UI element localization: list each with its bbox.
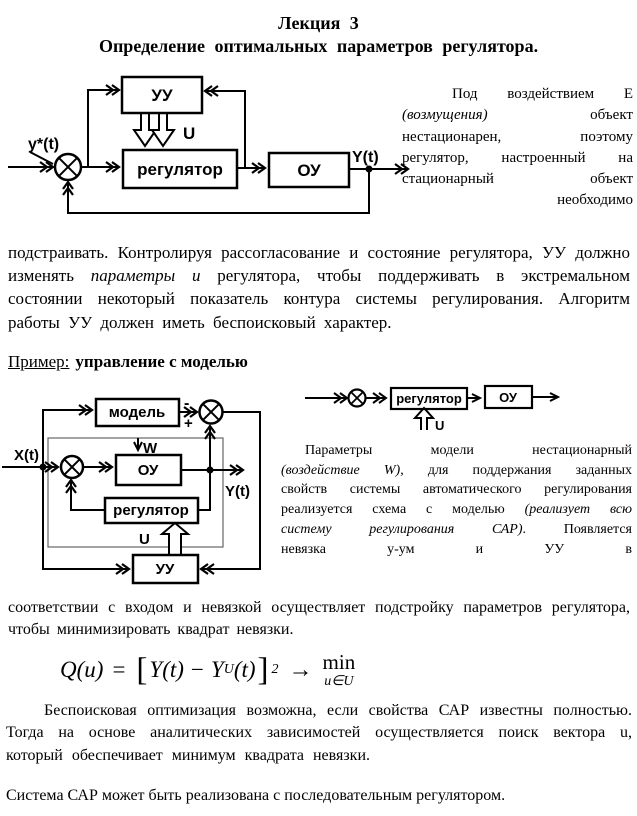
formula-term2-args: (t) <box>233 657 256 682</box>
paragraph-searchless: Беспоисковая оптимизация возможна, если свойства САР известны полностью. Тогда на основе аналитических зависимостей осуществляется поиск вектора u, который обеспечивает минимум квадрата невязки. <box>6 702 632 764</box>
text-run-italic: (реализует всю систему регулирования САР) <box>281 502 632 537</box>
u-hollow-arrow <box>415 408 433 430</box>
example-heading <box>8 352 248 372</box>
text-run: регулятора, чтобы поддерживать в экстремальном состоянии некоторый показатель контура системы регулирования. Алгоритм работы УУ должен иметь беспоисковый характер. <box>8 266 630 332</box>
output-to-regulator-line <box>199 470 210 510</box>
branch-dot <box>366 166 373 173</box>
diagram-adaptive-loop <box>0 73 420 235</box>
text-run: подстраивать. Контролируя рассогласование и состояние регулятора, УУ должно изменять <box>8 243 630 286</box>
page-title <box>0 12 637 58</box>
minus-sign: - <box>184 395 190 412</box>
text-run-italic: (возмущения) <box>402 107 488 124</box>
title-line1: Лекция 3 <box>278 13 359 33</box>
intro-paragraph <box>402 84 633 212</box>
input-signal-label: X(t) <box>14 447 39 464</box>
regulator-label: регулятор <box>113 502 189 519</box>
uu-label: УУ <box>151 86 173 105</box>
input-slash <box>30 152 53 164</box>
diagram-model-control <box>0 383 280 598</box>
output-signal-label: Y(t) <box>225 483 250 500</box>
min-condition: u∈U <box>324 673 354 689</box>
text-run-italic: (воздействие W) <box>281 462 401 478</box>
text-run: Под воздействием Е <box>452 86 633 102</box>
ou-label: ОУ <box>137 462 159 479</box>
example-value: управление с моделью <box>75 352 248 371</box>
model-paragraph <box>281 441 632 559</box>
paragraph-adjustment <box>8 241 630 334</box>
min-label: min <box>322 649 356 674</box>
quality-criterion-formula <box>60 644 355 696</box>
u-signal-label: U <box>183 124 196 143</box>
text-run: Параметры модели нестационарный <box>305 443 632 458</box>
equals-sign: = <box>112 657 126 682</box>
input-signal-label: y*(t) <box>28 136 60 153</box>
ou-label: ОУ <box>499 390 517 405</box>
open-bracket: [ <box>136 651 148 688</box>
formula-term2: Y <box>210 657 224 682</box>
min-operator <box>322 649 356 689</box>
minus-sign: − <box>190 657 204 682</box>
w-signal-label: W <box>143 440 158 457</box>
u-signal-label: U <box>139 531 150 548</box>
diagram2-connectors <box>2 410 260 569</box>
output-branch-dot <box>207 467 214 474</box>
hollow-arrow-right <box>152 113 174 146</box>
uu-to-regulator-hollow-arrow <box>162 523 188 555</box>
diagram-series-regulator <box>295 378 585 440</box>
ou-label: ОУ <box>297 161 321 180</box>
plus-sign: + <box>184 415 193 432</box>
formula-subscript: U <box>223 662 234 677</box>
diagram1-connectors <box>8 90 407 213</box>
error-to-uu-arrow <box>88 90 118 167</box>
output-signal-label: Y(t) <box>352 149 379 166</box>
paragraph-mismatch: соответствии с входом и невязкой осуществляет подстройку параметров регулятора, чтобы минимизировать квадрат невязки. <box>8 599 630 638</box>
paragraph-final: Система САР может быть реализована с последовательным регулятором. <box>6 787 506 804</box>
regulator-to-junction-arrow <box>71 481 105 510</box>
u-signal-label: U <box>435 418 445 433</box>
uu-label: УУ <box>155 561 175 578</box>
input-branch-dot <box>40 464 47 471</box>
formula-lhs: Q(u) <box>60 657 104 682</box>
uu-to-regulator-hollow-arrows <box>134 113 174 146</box>
text-run: . Появляется невязка у-ум и УУ в <box>281 521 632 557</box>
regulator-label: регулятор <box>137 160 223 179</box>
regulator-to-uu-arrow <box>206 91 245 168</box>
arrow-symbol: → <box>288 656 313 683</box>
text-run: , для поддержания заданных свойств системы автоматического регулирования реализуется схема с моделью <box>281 462 632 518</box>
text-run: объект нестационарен, поэтому регулятор, настроенный на стационарный объект необходимо <box>402 107 633 209</box>
sum-junction-cross <box>351 392 363 404</box>
text-run-italic: параметры и <box>90 266 201 286</box>
title-line2: Определение оптимальных параметров регулятора. <box>98 36 539 56</box>
formula-term1: Y(t) <box>149 657 184 682</box>
example-label: Пример: <box>8 352 70 371</box>
regulator-label: регулятор <box>396 391 462 406</box>
close-bracket: ] <box>257 651 269 688</box>
model-label: модель <box>108 404 166 421</box>
sum-junction-cross <box>59 158 77 176</box>
formula-exponent: 2 <box>271 662 279 677</box>
